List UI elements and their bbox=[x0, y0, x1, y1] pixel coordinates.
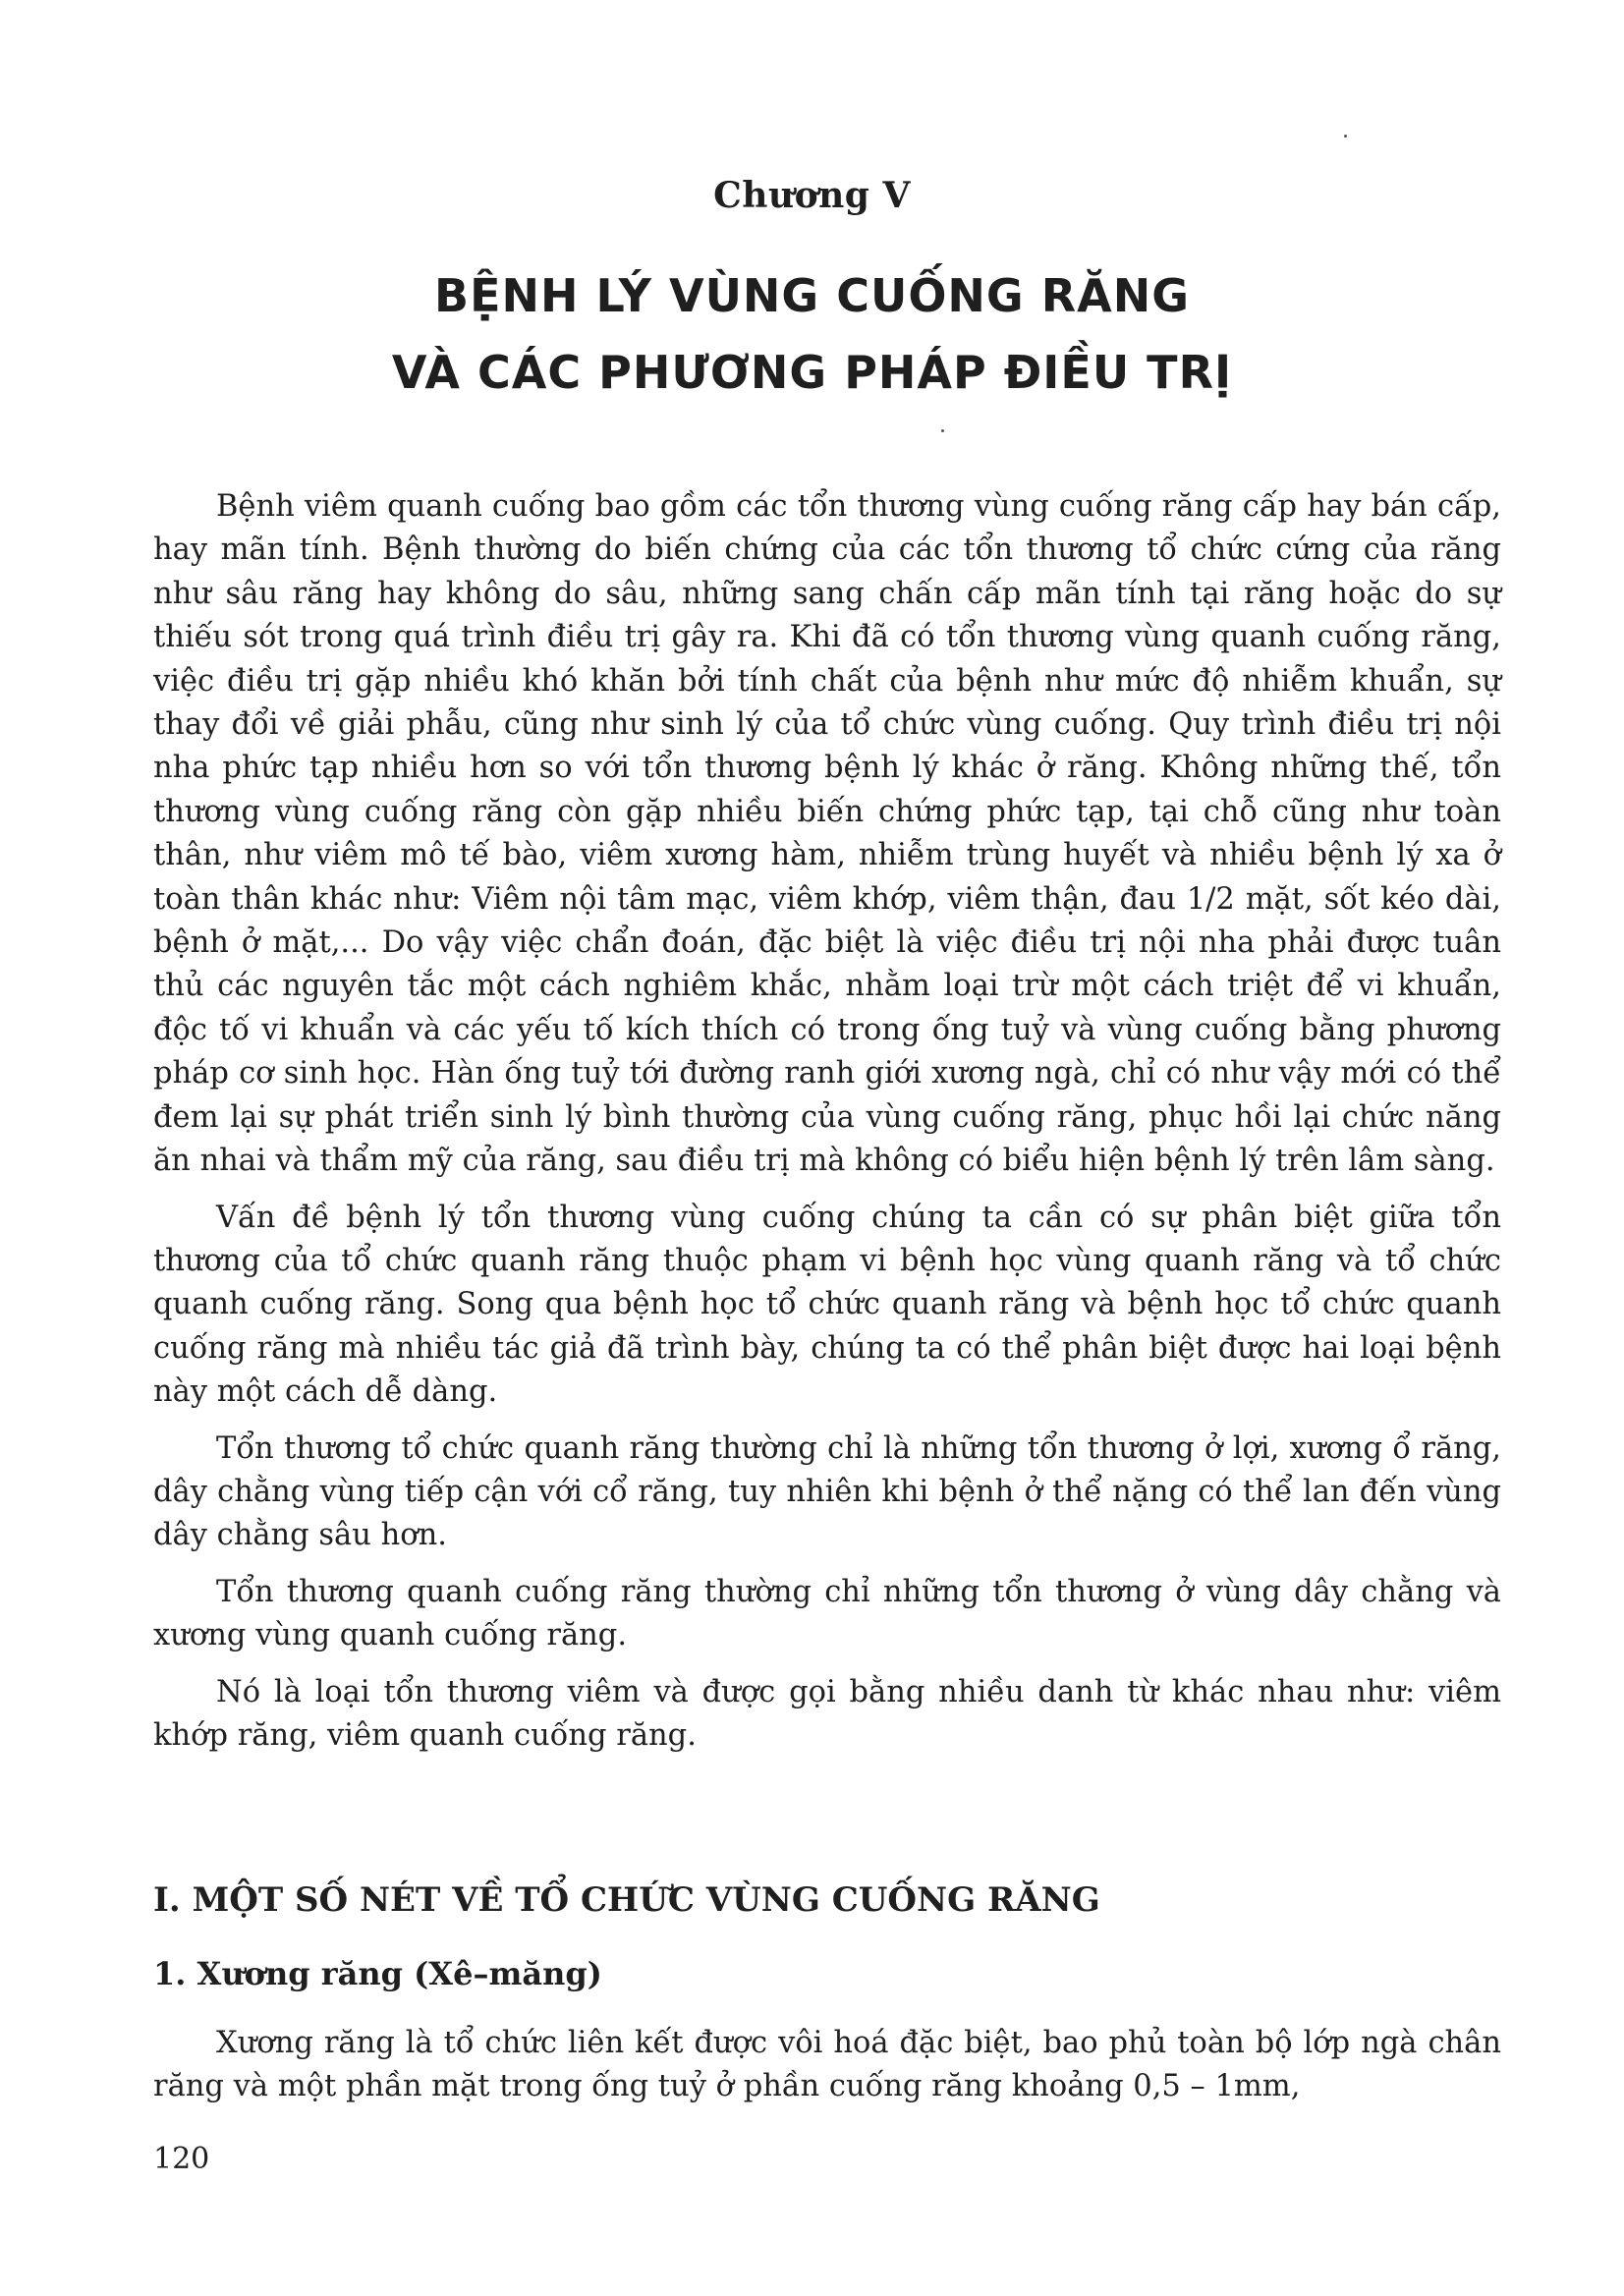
paragraph: Tổn thương quanh cuống răng thường chỉ những tổn thương ở vùng dây chằng và xương vùng quanh cuống răng. bbox=[153, 1574, 1501, 1653]
paragraph: Nó là loại tổn thương viêm và được gọi bằng nhiều danh từ khác nhau như: viêm khớp răng, viêm quanh cuống răng. bbox=[153, 1674, 1501, 1753]
subsection-heading: 1. Xương răng (Xê–măng) bbox=[153, 1955, 602, 1992]
chapter-title-line-2: VÀ CÁC PHƯƠNG PHÁP ĐIỀU TRỊ bbox=[391, 346, 1233, 399]
paragraph: Vấn đề bệnh lý tổn thương vùng cuống chúng ta cần có sự phân biệt giữa tổn thương của tổ chức quanh răng thuộc phạm vi bệnh học vùng quanh răng và tổ chức quanh cuống răng. Song qua bệnh học tổ chức quanh răng và bệnh học tổ chức quanh cuống răng mà nhiều tác giả đã trình bày, chúng ta có thể phân biệt được hai loại bệnh này một cách dễ dàng. bbox=[153, 1200, 1501, 1410]
section-heading: I. MỘT SỐ NÉT VỀ TỔ CHỨC VÙNG CUỐNG RĂNG bbox=[153, 1880, 1100, 1920]
intro-text bbox=[153, 485, 1501, 1770]
scan-speck bbox=[941, 429, 944, 432]
chapter-title bbox=[0, 257, 1624, 411]
paragraph: Bệnh viêm quanh cuống bao gồm các tổn thương vùng cuống răng cấp hay bán cấp, hay mãn tính. Bệnh thường do biến chứng của các tổn thương tổ chức cứng của răng như sâu răng hay không do sâu, những sang chấn cấp mãn tính tại răng hoặc do sự thiếu sót trong quá trình điều trị gây ra. Khi đã có tổn thương vùng quanh cuống răng, việc điều trị gặp nhiều khó khăn bởi tính chất của bệnh như mức độ nhiễm khuẩn, sự thay đổi về giải phẫu, cũng như sinh lý của tổ chức vùng cuống. Quy trình điều trị nội nha phức tạp nhiều hơn so với tổn thương bệnh lý khác ở răng. Không những thế, tổn thương vùng cuống răng còn gặp nhiều biến chứng phức tạp, tại chỗ cũng như toàn thân, như viêm mô tế bào, viêm xương hàm, nhiễm trùng huyết và nhiều bệnh lý xa ở toàn thân khác như: Viêm nội tâm mạc, viêm khớp, viêm thận, đau 1/2 mặt, sốt kéo dài, bệnh ở mặt,... Do vậy việc chẩn đoán, đặc biệt là việc điều trị nội nha phải được tuân thủ các nguyên tắc một cách nghiêm khắc, nhằm loại trừ một cách triệt để vi khuẩn, độc tố vi khuẩn và các yếu tố kích thích có trong ống tuỷ và vùng cuống bằng phương pháp cơ sinh học. Hàn ống tuỷ tới đường ranh giới xương ngà, chỉ có như vậy mới có thể đem lại sự phát triển sinh lý bình thường của vùng cuống răng, phục hồi lại chức năng ăn nhai và thẩm mỹ của răng, sau điều trị mà không có biểu hiện bệnh lý trên lâm sàng. bbox=[153, 489, 1501, 1179]
paragraph: Tổn thương tổ chức quanh răng thường chỉ là những tổn thương ở lợi, xương ổ răng, dây chằng vùng tiếp cận với cổ răng, tuy nhiên khi bệnh ở thể nặng có thể lan đến vùng dây chằng sâu hơn. bbox=[153, 1430, 1501, 1553]
scan-speck bbox=[1344, 135, 1347, 138]
chapter-label: Chương V bbox=[713, 175, 911, 216]
page-number: 120 bbox=[153, 2142, 210, 2176]
paragraph: Xương răng là tổ chức liên kết được vôi hoá đặc biệt, bao phủ toàn bộ lớp ngà chân răng và một phần mặt trong ống tuỷ ở phần cuống răng khoảng 0,5 – 1mm, bbox=[153, 2026, 1501, 2104]
chapter-title-line-1: BỆNH LÝ VÙNG CUỐNG RĂNG bbox=[434, 269, 1190, 322]
